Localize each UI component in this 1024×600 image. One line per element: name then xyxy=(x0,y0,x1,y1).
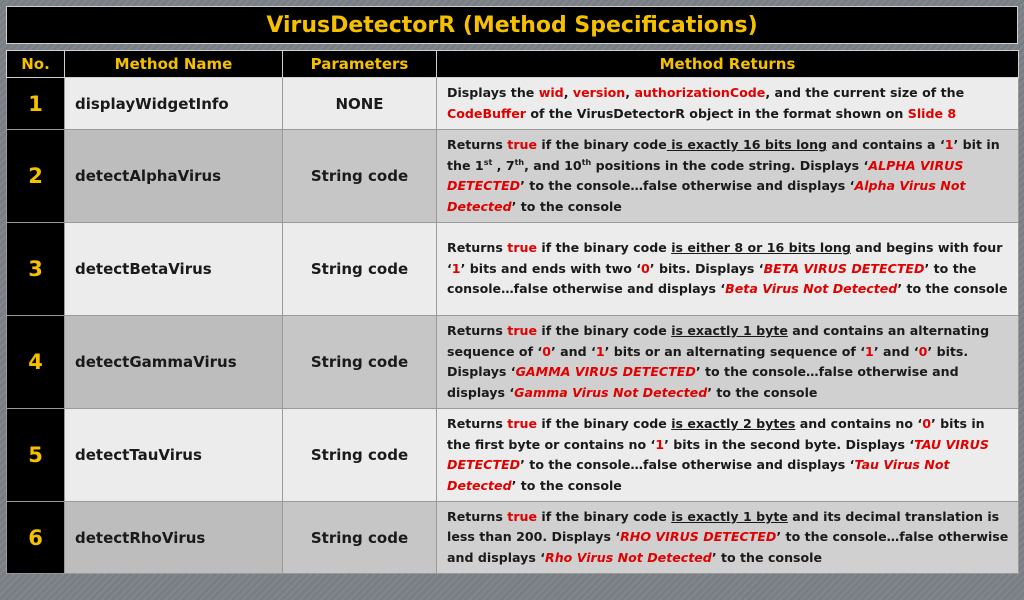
method-name: detectAlphaVirus xyxy=(65,130,283,223)
method-name: detectBetaVirus xyxy=(65,223,283,316)
table-row xyxy=(7,316,1019,409)
spec-slide xyxy=(6,6,1018,574)
row-number: 3 xyxy=(7,223,65,316)
table-row xyxy=(7,223,1019,316)
table-row xyxy=(7,502,1019,574)
table-row xyxy=(7,130,1019,223)
method-parameters: String code xyxy=(283,409,437,502)
method-parameters: String code xyxy=(283,130,437,223)
row-number: 2 xyxy=(7,130,65,223)
method-parameters: String code xyxy=(283,316,437,409)
table-row xyxy=(7,409,1019,502)
method-parameters: String code xyxy=(283,502,437,574)
page-title: VirusDetectorR (Method Specifications) xyxy=(6,6,1018,44)
method-returns: Returns true if the binary code is either 8 or 16 bits long and begins with four ‘1’ bits and ends with two ‘0’ bits. Displays ‘BETA VIRUS DETECTED’ to the console…false otherwise and displays ‘Beta Virus Not Detected’ to the console xyxy=(437,223,1019,316)
table-row xyxy=(7,78,1019,130)
header-method-name: Method Name xyxy=(65,51,283,78)
row-number: 4 xyxy=(7,316,65,409)
table-header-row xyxy=(7,51,1019,78)
method-returns: Returns true if the binary code is exactly 1 byte and its decimal translation is less than 200. Displays ‘RHO VIRUS DETECTED’ to the console…false otherwise and displays ‘Rho Virus Not Detected’ to the console xyxy=(437,502,1019,574)
method-parameters: NONE xyxy=(283,78,437,130)
header-method-returns: Method Returns xyxy=(437,51,1019,78)
method-spec-table xyxy=(6,50,1019,574)
method-returns: Returns true if the binary code is exactly 1 byte and contains an alternating sequence of ‘0’ and ‘1’ bits or an alternating sequence of ‘1’ and ‘0’ bits. Displays ‘GAMMA VIRUS DETECTED’ to the console…false otherwise and displays ‘Gamma Virus Not Detected’ to the console xyxy=(437,316,1019,409)
method-parameters: String code xyxy=(283,223,437,316)
header-parameters: Parameters xyxy=(283,51,437,78)
method-name: detectRhoVirus xyxy=(65,502,283,574)
row-number: 6 xyxy=(7,502,65,574)
method-returns: Displays the wid, version, authorizationCode, and the current size of the CodeBuffer of the VirusDetectorR object in the format shown on Slide 8 xyxy=(437,78,1019,130)
header-no: No. xyxy=(7,51,65,78)
method-returns: Returns true if the binary code is exactly 16 bits long and contains a ‘1’ bit in the 1st , 7th, and 10th positions in the code string. Displays ‘ALPHA VIRUS DETECTED’ to the console…false otherwise and displays ‘Alpha Virus Not Detected’ to the console xyxy=(437,130,1019,223)
method-name: displayWidgetInfo xyxy=(65,78,283,130)
row-number: 1 xyxy=(7,78,65,130)
method-name: detectGammaVirus xyxy=(65,316,283,409)
method-returns: Returns true if the binary code is exactly 2 bytes and contains no ‘0’ bits in the first byte or contains no ‘1’ bits in the second byte. Displays ‘TAU VIRUS DETECTED’ to the console…false otherwise and displays ‘Tau Virus Not Detected’ to the console xyxy=(437,409,1019,502)
row-number: 5 xyxy=(7,409,65,502)
method-name: detectTauVirus xyxy=(65,409,283,502)
